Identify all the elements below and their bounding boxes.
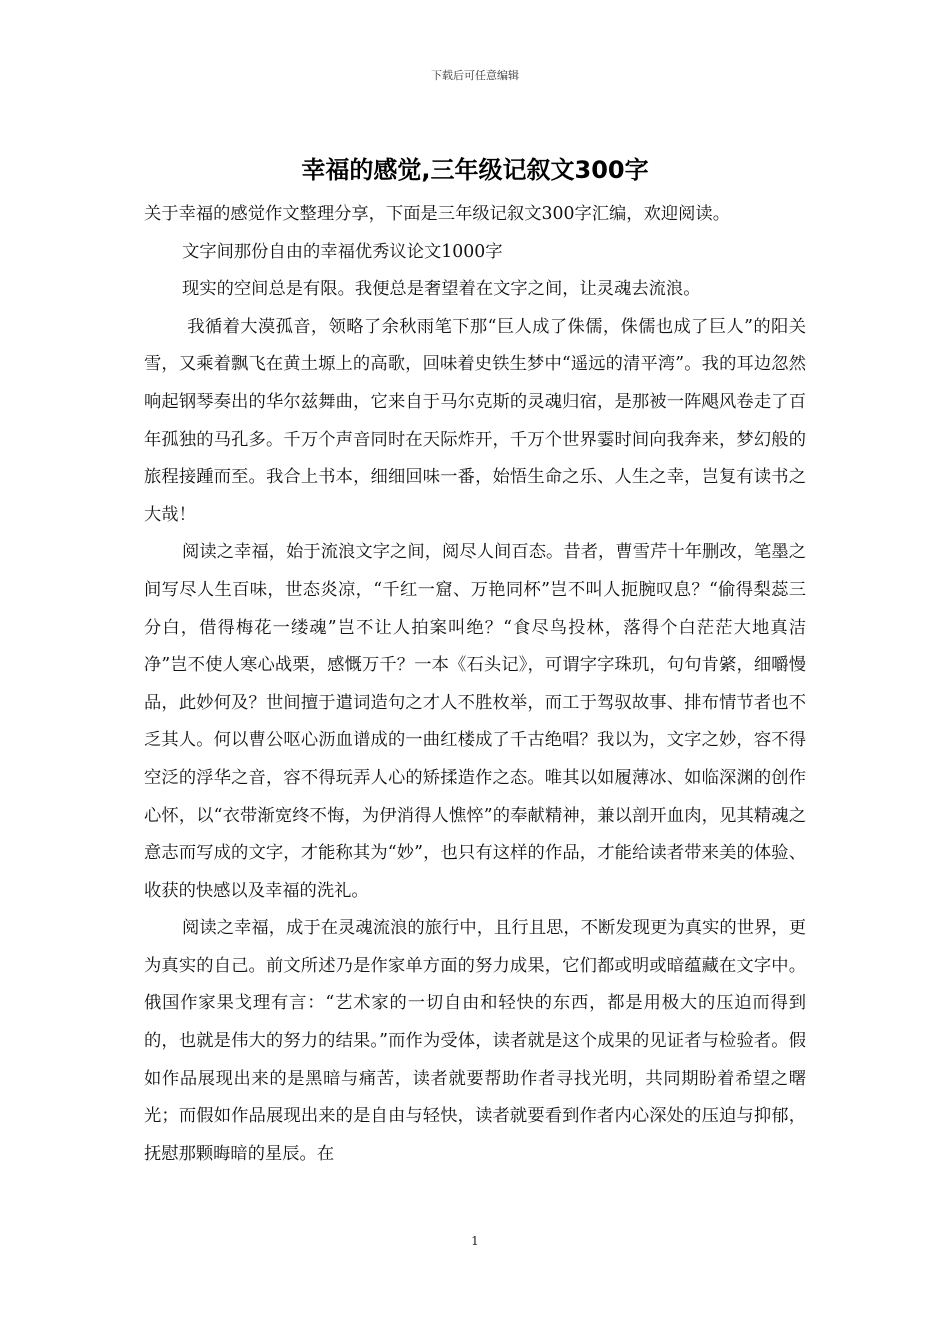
document-body [144, 196, 806, 1173]
page-number: 1 [471, 1234, 479, 1248]
document-title: 幸福的感觉,三年级记叙文300字 [301, 156, 649, 184]
body-paragraph: 现实的空间总是有限。我便总是奢望着在文字之间，让灵魂去流浪。 [182, 279, 701, 300]
body-paragraph: 阅读之幸福，成于在灵魂流浪的旅行中，且行且思，不断发现更为真实的世界，更为真实的自己。前文所述乃是作家单方面的努力成果，它们都或明或暗蕴藏在文字中。俄国作家果戈理有言：“艺术家的一切自由和轻快的东西，都是用极大的压迫而得到的，也就是伟大的努力的结果。”而作为受体，读者就是这个成果的见证者与检验者。假如作品展现出来的是黑暗与痛苦，读者就要帮助作者寻找光明，共同期盼着希望之曙光；而假如作品展现出来的是自由与轻快，读者就要看到作者内心深处的压迫与抑郁，抚慰那颗晦暗的星辰。在 [144, 918, 806, 1164]
body-paragraph: 我循着大漠孤音，领略了余秋雨笔下那“巨人成了侏儒，侏儒也成了巨人”的阳关雪，又乘着飘飞在黄土塬上的高歌，回味着史铁生梦中“遥远的清平湾”。我的耳边忽然响起钢琴奏出的华尔兹舞曲，它来自于马尔克斯的灵魂归宿，是那被一阵飓风卷走了百年孤独的马孔多。千万个声音同时在天际炸开，千万个世界霎时间向我奔来，梦幻般的旅程接踵而至。我合上书本，细细回味一番，始悟生命之乐、人生之幸，岂复有读书之大哉！ [144, 316, 806, 525]
page-header-note: 下载后可任意编辑 [431, 69, 519, 82]
essay-heading-paragraph: 文字间那份自由的幸福优秀议论文1000字 [182, 241, 503, 262]
intro-paragraph: 关于幸福的感觉作文整理分享，下面是三年级记叙文300字汇编，欢迎阅读。 [144, 204, 730, 224]
body-paragraph: 阅读之幸福，始于流浪文字之间，阅尽人间百态。昔者，曹雪芹十年删改，笔墨之间写尽人生百味，世态炎凉，“千红一窟、万艳同杯”岂不叫人扼腕叹息？“偷得梨蕊三分白，借得梅花一缕魂”岂不让人拍案叫绝？“食尽鸟投林，落得个白茫茫大地真洁净”岂不使人寒心战栗，感慨万千？一本《石头记》，可谓字字珠玑，句句肯綮，细嚼慢品，此妙何及？世间擅于遣词造句之才人不胜枚举，而工于驾驭故事、排布情节者也不乏其人。何以曹公呕心沥血谱成的一曲红楼成了千古绝唱？我以为，文字之妙，容不得空泛的浮华之音，容不得玩弄人心的矫揉造作之态。唯其以如履薄冰、如临深渊的创作心怀，以“衣带渐宽终不悔，为伊消得人憔悴”的奉献精神，兼以剖开血肉，见其精魂之意志而写成的文字，才能称其为“妙”，也只有这样的作品，才能给读者带来美的体验、收获的快感以及幸福的洗礼。 [144, 542, 806, 901]
